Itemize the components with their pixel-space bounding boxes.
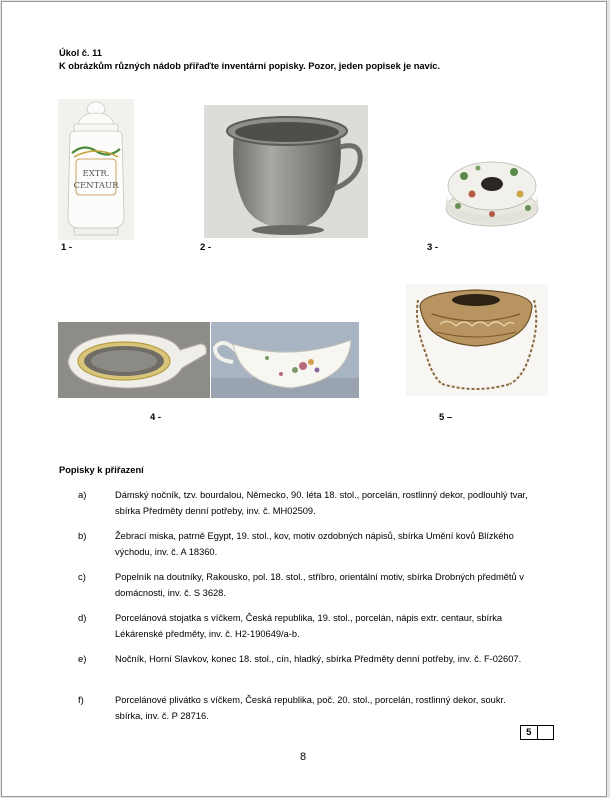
jar-inscription-line2: CENTAUR [73,181,119,191]
task-title: Úkol č. 11 [59,48,102,58]
description-b: Žebrací miska, patrně Egypt, 19. stol., kov, motiv ozdobných nápisů, sbírka Umění kovů Blízkého východu, inv. č. A 18360. [115,531,514,557]
description-a: Dámský nočník, tzv. bourdalou, Německo, 90. léta 18. stol., porcelán, rostlinný dekor, podlouhlý tvar, sbírka Předměty denní potřeby, inv. č. MH02509. [115,490,528,516]
worksheet-page [1,1,607,797]
chamber-pot-image [204,105,368,238]
description-f: Porcelánové plivátko s víčkem, Česká republika, poč. 20. stol., porcelán, rostlinný dekor, soukr. sbírka, inv. č. P 28716. [115,695,506,721]
score-points: 5 [521,726,538,739]
score-earned-field[interactable] [538,726,554,739]
begging-bowl-image [406,284,548,396]
bourdalou-side-view-image [211,322,359,398]
bourdalou-top-view-image [58,322,210,398]
page-number: 8 [300,751,307,763]
score-box [520,725,554,740]
image-label-2: 2 - [200,242,212,253]
image-label-3: 3 - [427,242,439,253]
description-letter-b: b) [78,531,87,542]
description-letter-c: c) [78,572,86,583]
image-label-4: 4 - [150,412,162,423]
apothecary-jar-image [58,99,134,240]
description-d: Porcelánová stojatka s víčkem, Česká republika, 19. stol., porcelán, nápis extr. centaur, sbírka Lékárenské předměty, inv. č. H2-190649/a-b. [115,613,503,639]
jar-inscription-line1: EXTR. [82,169,110,179]
description-c: Popelník na doutníky, Rakousko, pol. 18. stol., stříbro, orientální motiv, sbírka Drobných předmětů v domácnosti, inv. č. S 3628. [115,572,524,598]
description-letter-f: f) [78,695,84,706]
description-letter-d: d) [78,613,87,624]
image-label-5: 5 – [439,412,453,423]
description-letter-e: e) [78,654,87,665]
description-letter-a: a) [78,490,87,501]
description-e: Nočník, Horní Slavkov, konec 18. stol., cín, hladký, sbírka Předměty denní potřeby, inv. č. F-02607. [115,654,522,664]
spittoon-image [442,150,542,232]
descriptions-heading: Popisky k přiřazení [59,465,144,475]
image-label-1: 1 - [61,242,73,253]
task-instruction: K obrázkům různých nádob přiřaďte inventární popisky. Pozor, jeden popisek je navíc. [59,61,441,71]
